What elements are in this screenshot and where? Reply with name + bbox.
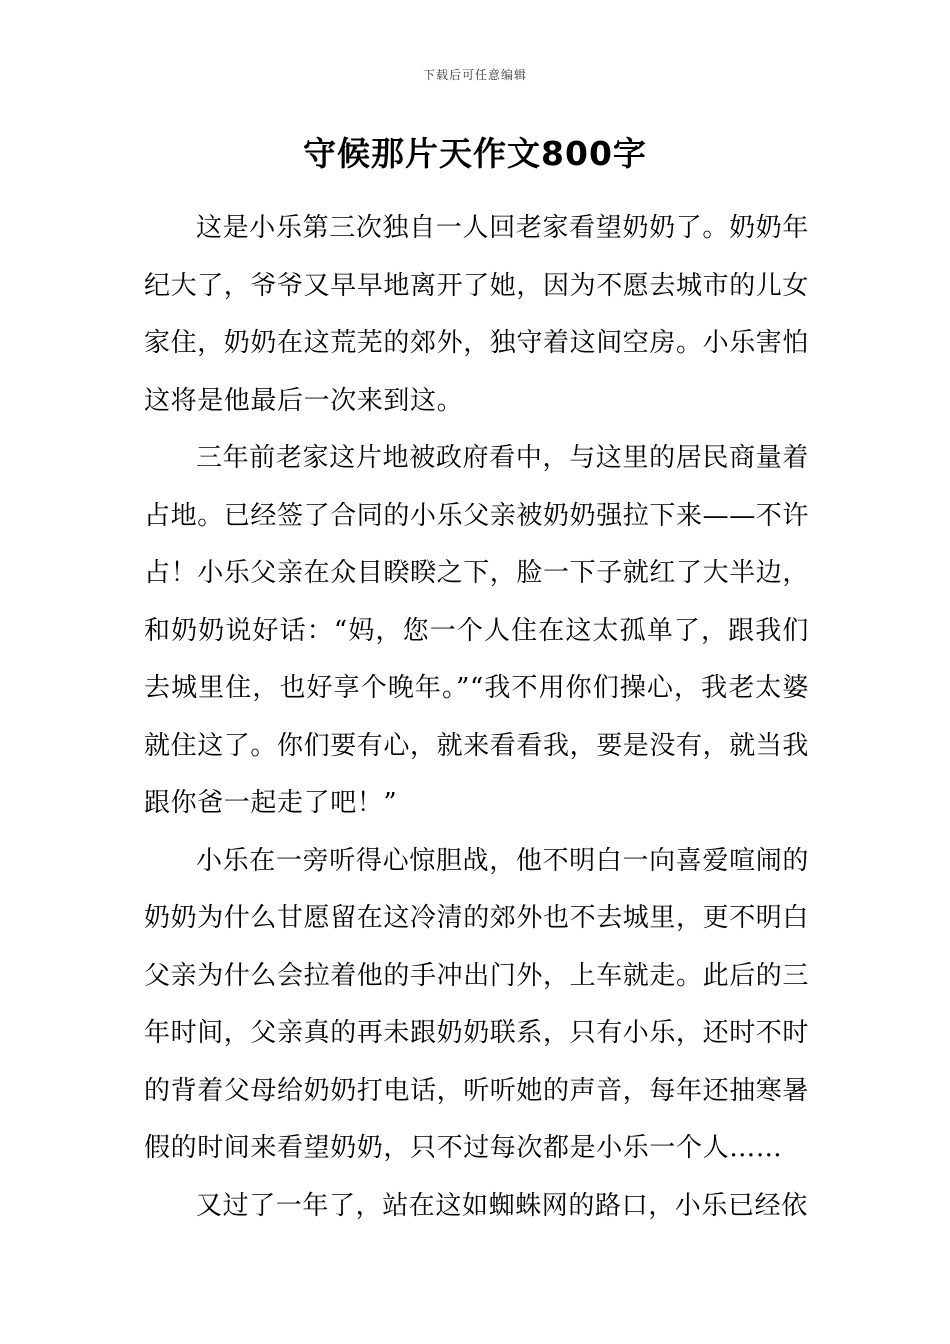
document-title: 守候那片天作文800字	[303, 134, 647, 173]
essay-body	[144, 200, 809, 1235]
paragraph: 这是小乐第三次独自一人回老家看望奶奶了。奶奶年纪大了，爷爷又早早地离开了她，因为不愿去城市的儿女家住，奶奶在这荒芜的郊外，独守着这间空房。小乐害怕这将是他最后一次来到这。	[144, 213, 810, 416]
paragraph: 又过了一年了，站在这如蜘蛛网的路口，小乐已经依	[196, 1190, 808, 1221]
header-note: 下载后可任意编辑	[422, 68, 527, 82]
paragraph: 小乐在一旁听得心惊胆战，他不明白一向喜爱喧闹的奶奶为什么甘愿留在这冷清的郊外也不去城里，更不明白父亲为什么会拉着他的手冲出门外，上车就走。此后的三年时间，父亲真的再未跟奶奶联系，只有小乐，还时不时的背着父母给奶奶打电话，听听她的声音，每年还抽寒暑假的时间来看望奶奶，只不过每次都是小乐一个人……	[144, 845, 810, 1163]
paragraph: 三年前老家这片地被政府看中，与这里的居民商量着占地。已经签了合同的小乐父亲被奶奶强拉下来——不许占！小乐父亲在众目睽睽之下，脸一下子就红了大半边，和奶奶说好话：“妈，您一个人住在这太孤单了，跟我们去城里住，也好享个晚年。”“我不用你们操心，我老太婆就住这了。你们要有心，就来看看我，要是没有，就当我跟你爸一起走了吧！”	[144, 443, 810, 818]
